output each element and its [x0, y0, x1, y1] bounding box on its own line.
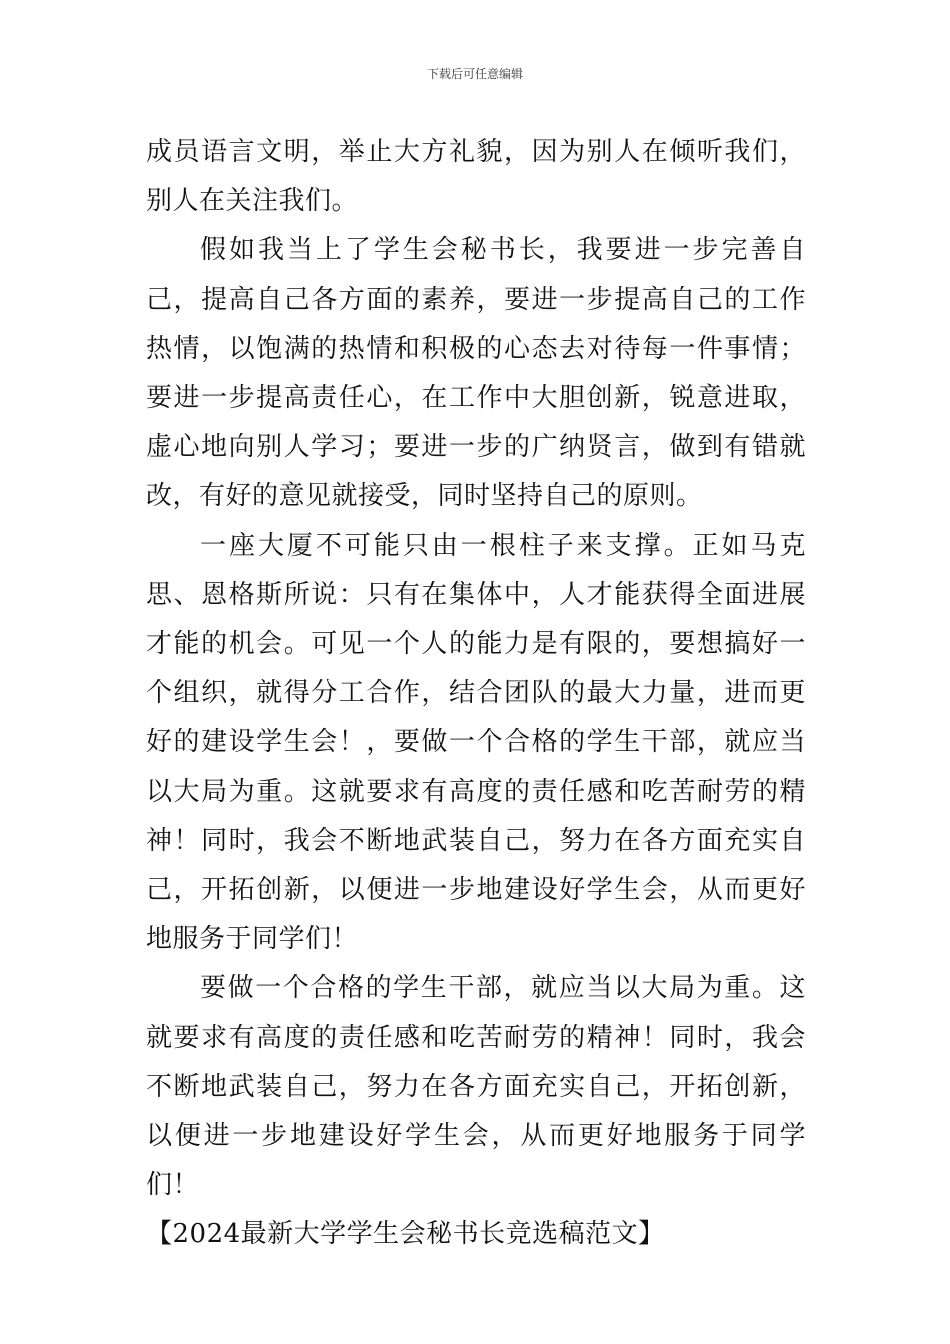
paragraph-3: 一座大厦不可能只由一根柱子来支撑。正如马克思、恩格斯所说：只有在集体中，人才能获得全面进展才能的机会。可见一个人的能力是有限的，要想搞好一个组织，就得分工合作，结合团队的最大力量，进而更好的建设学生会！，要做一个合格的学生干部，就应当以大局为重。这就要求有高度的责任感和吃苦耐劳的精神！同时，我会不断地武装自己，努力在各方面充实自己，开拓创新，以便进一步地建设好学生会，从而更好地服务于同学们！ [146, 530, 806, 955]
page-header-note: 下载后可任意编辑 [426, 67, 523, 81]
document-body [146, 128, 806, 1260]
document-title-footer: 【2024最新大学学生会秘书长竞选稿范文】 [146, 1219, 665, 1250]
paragraph-4: 要做一个合格的学生干部，就应当以大局为重。这就要求有高度的责任感和吃苦耐劳的精神！同时，我会不断地武装自己，努力在各方面充实自己，开拓创新，以便进一步地建设好学生会，从而更好地服务于同学们！ [146, 973, 806, 1201]
paragraph-1: 成员语言文明，举止大方礼貌，因为别人在倾听我们，别人在关注我们。 [146, 137, 806, 217]
paragraph-2: 假如我当上了学生会秘书长，我要进一步完善自己，提高自己各方面的素养，要进一步提高自己的工作热情，以饱满的热情和积极的心态去对待每一件事情；要进一步提高责任心，在工作中大胆创新，锐意进取，虚心地向别人学习；要进一步的广纳贤言，做到有错就改，有好的意见就接受，同时坚持自己的原则。 [146, 235, 806, 512]
